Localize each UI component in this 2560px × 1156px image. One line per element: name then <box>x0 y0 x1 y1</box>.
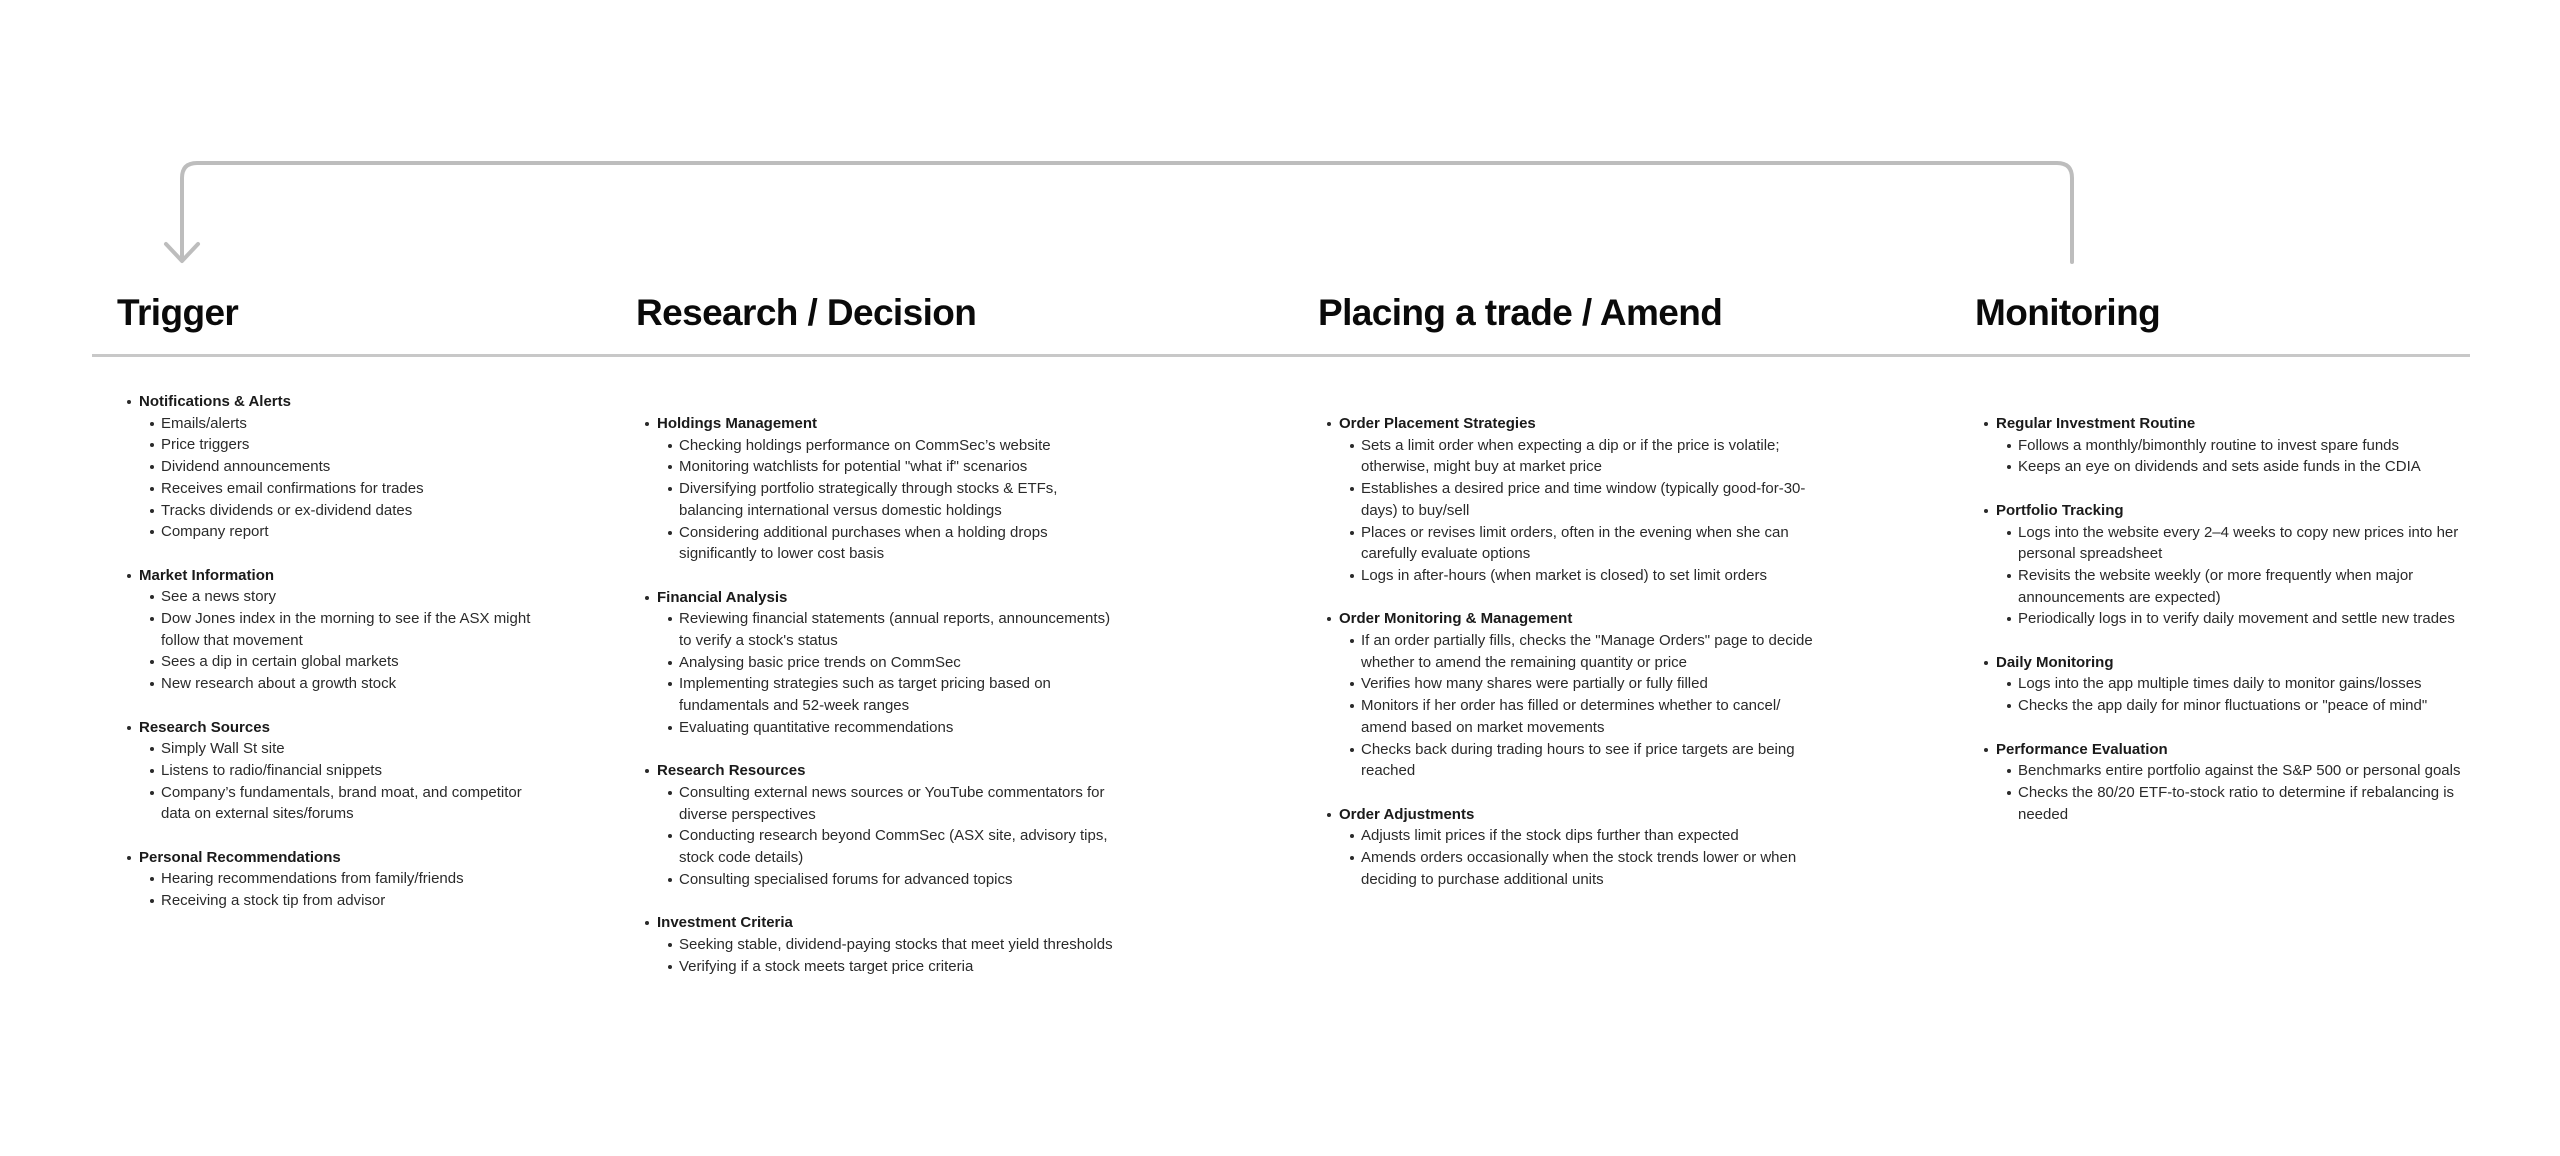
list-item: Adjusts limit prices if the stock dips further than expected <box>1361 825 1817 847</box>
group-item <box>645 413 1125 565</box>
list-item: Listens to radio/financial snippets <box>161 760 547 782</box>
group-item <box>127 391 547 543</box>
list-item: Revisits the website weekly (or more frequently when major announcements are expected) <box>2018 565 2464 608</box>
list-item: Diversifying portfolio strategically through stocks & ETFs, balancing international versus domestic holdings <box>679 478 1125 521</box>
list-item: If an order partially fills, checks the "Manage Orders" page to decide whether to amend the remaining quantity or price <box>1361 630 1817 673</box>
list-item: Verifies how many shares were partially or fully filled <box>1361 673 1817 695</box>
group-item <box>1984 739 2464 826</box>
stage-title-monitoring: Monitoring <box>1975 292 2161 333</box>
list-item: Monitors if her order has filled or determines whether to cancel/ amend based on market movements <box>1361 695 1817 738</box>
list-item: Consulting specialised forums for advanced topics <box>679 869 1125 891</box>
list-item: Conducting research beyond CommSec (ASX site, advisory tips, stock code details) <box>679 825 1125 868</box>
list-item: Consulting external news sources or YouTube commentators for diverse perspectives <box>679 782 1125 825</box>
list-item: Reviewing financial statements (annual reports, announcements) to verify a stock's status <box>679 608 1125 651</box>
sub-item-list <box>1996 522 2464 631</box>
list-item: Places or revises limit orders, often in the evening when she can carefully evaluate options <box>1361 522 1817 565</box>
list-item: Keeps an eye on dividends and sets aside funds in the CDIA <box>2018 456 2464 478</box>
sub-item-list <box>657 435 1125 565</box>
list-item: Dow Jones index in the morning to see if the ASX might follow that movement <box>161 608 547 651</box>
group-title: Order Adjustments <box>1339 805 1475 823</box>
group-title: Performance Evaluation <box>1996 740 2168 758</box>
list-item: New research about a growth stock <box>161 673 547 695</box>
sub-item-list <box>139 413 547 543</box>
sub-item-list <box>1996 673 2464 716</box>
list-item: Checks back during trading hours to see if price targets are being reached <box>1361 739 1817 782</box>
group-title: Order Monitoring & Management <box>1339 610 1573 628</box>
list-item: Receiving a stock tip from advisor <box>161 890 547 912</box>
sub-item-list <box>139 586 547 695</box>
stage-column-monitoring <box>1984 413 2464 847</box>
group-list <box>1984 413 2464 825</box>
group-item <box>127 565 547 695</box>
group-item <box>645 760 1125 890</box>
list-item: Evaluating quantitative recommendations <box>679 717 1125 739</box>
group-item <box>1984 413 2464 478</box>
list-item: Monitoring watchlists for potential "what if" scenarios <box>679 456 1125 478</box>
group-item <box>1327 804 1817 891</box>
sub-item-list <box>657 608 1125 738</box>
list-item: Hearing recommendations from family/friends <box>161 868 547 890</box>
list-item: Receives email confirmations for trades <box>161 478 547 500</box>
list-item: Logs in after-hours (when market is closed) to set limit orders <box>1361 565 1817 587</box>
group-item <box>1327 608 1817 782</box>
group-title: Notifications & Alerts <box>139 393 291 410</box>
group-list <box>127 391 547 912</box>
sub-item-list <box>657 934 1125 977</box>
group-title: Portfolio Tracking <box>1996 501 2124 519</box>
group-title: Regular Investment Routine <box>1996 415 2196 432</box>
group-list <box>1327 413 1817 890</box>
group-item <box>1984 652 2464 717</box>
group-title: Market Information <box>139 566 275 584</box>
list-item: Implementing strategies such as target pricing based on fundamentals and 52-week ranges <box>679 673 1125 716</box>
group-title: Holdings Management <box>657 415 818 432</box>
list-item: Follows a monthly/bimonthly routine to invest spare funds <box>2018 435 2464 457</box>
stage-column-trigger <box>127 391 547 934</box>
list-item: Verifying if a stock meets target price criteria <box>679 956 1125 978</box>
group-title: Financial Analysis <box>657 588 788 606</box>
group-title: Order Placement Strategies <box>1339 415 1536 432</box>
group-title: Daily Monitoring <box>1996 653 2114 671</box>
sub-item-list <box>1996 760 2464 825</box>
list-item: Amends orders occasionally when the stock trends lower or when deciding to purchase additional units <box>1361 847 1817 890</box>
group-item <box>645 587 1125 739</box>
group-item <box>1984 500 2464 630</box>
list-item: Price triggers <box>161 434 547 456</box>
group-title: Personal Recommendations <box>139 848 341 866</box>
header-divider <box>92 354 2470 357</box>
list-item: Periodically logs in to verify daily movement and settle new trades <box>2018 608 2464 630</box>
stage-title-trigger: Trigger <box>117 292 239 333</box>
list-item: Checking holdings performance on CommSec’s website <box>679 435 1125 457</box>
stage-title-placing-trade: Placing a trade / Amend <box>1318 292 1723 333</box>
sub-item-list <box>1996 435 2464 478</box>
stage-column-research-decision <box>645 413 1125 999</box>
sub-item-list <box>657 782 1125 891</box>
sub-item-list <box>1339 435 1817 587</box>
list-item: Tracks dividends or ex-dividend dates <box>161 500 547 522</box>
list-item: See a news story <box>161 586 547 608</box>
stage-column-placing-trade <box>1327 413 1817 912</box>
stage-title-research-decision: Research / Decision <box>636 292 977 333</box>
list-item: Logs into the website every 2–4 weeks to copy new prices into her personal spreadsheet <box>2018 522 2464 565</box>
list-item: Considering additional purchases when a holding drops significantly to lower cost basis <box>679 522 1125 565</box>
list-item: Checks the 80/20 ETF-to-stock ratio to determine if rebalancing is needed <box>2018 782 2464 825</box>
list-item: Dividend announcements <box>161 456 547 478</box>
sub-item-list <box>1339 825 1817 890</box>
group-title: Research Resources <box>657 762 806 780</box>
group-title: Investment Criteria <box>657 914 793 932</box>
list-item: Sets a limit order when expecting a dip or if the price is volatile; otherwise, might buy at market price <box>1361 435 1817 478</box>
list-item: Simply Wall St site <box>161 738 547 760</box>
list-item: Checks the app daily for minor fluctuations or "peace of mind" <box>2018 695 2464 717</box>
list-item: Company’s fundamentals, brand moat, and competitor data on external sites/forums <box>161 782 547 825</box>
group-item <box>1327 413 1817 587</box>
group-item <box>127 717 547 826</box>
group-title: Research Sources <box>139 718 270 736</box>
list-item: Company report <box>161 521 547 543</box>
list-item: Sees a dip in certain global markets <box>161 651 547 673</box>
group-item <box>127 847 547 912</box>
list-item: Seeking stable, dividend-paying stocks that meet yield thresholds <box>679 934 1125 956</box>
sub-item-list <box>139 738 547 825</box>
sub-item-list <box>1339 630 1817 782</box>
list-item: Benchmarks entire portfolio against the S&P 500 or personal goals <box>2018 760 2464 782</box>
loop-arrow-connector <box>0 0 2560 300</box>
group-item <box>645 912 1125 977</box>
list-item: Establishes a desired price and time window (typically good-for-30-days) to buy/sell <box>1361 478 1817 521</box>
list-item: Logs into the app multiple times daily to monitor gains/losses <box>2018 673 2464 695</box>
list-item: Analysing basic price trends on CommSec <box>679 652 1125 674</box>
group-list <box>645 413 1125 977</box>
sub-item-list <box>139 868 547 911</box>
list-item: Emails/alerts <box>161 413 547 435</box>
loop-connector-line <box>182 163 2072 262</box>
